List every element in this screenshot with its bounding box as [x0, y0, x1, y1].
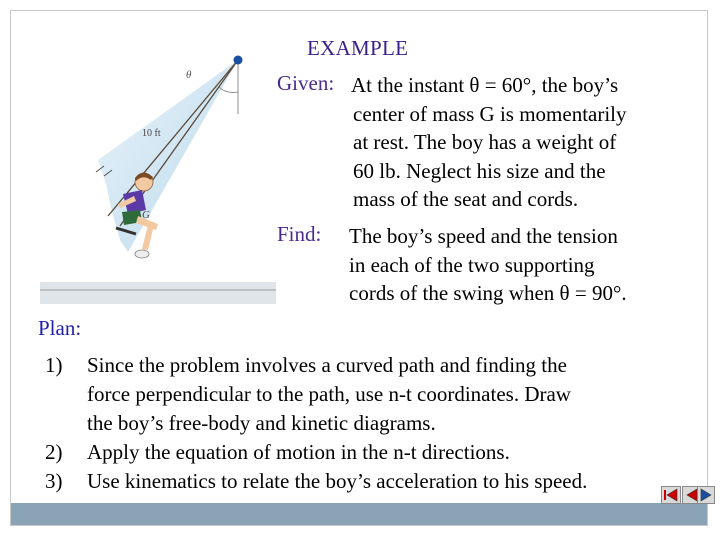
given-label: Given:	[277, 71, 335, 95]
length-label: 10 ft	[142, 128, 161, 139]
find-line: in each of the two supporting	[349, 252, 595, 277]
given-line: center of mass G is momentarily	[353, 101, 627, 126]
g-label: G	[142, 209, 150, 221]
boy-shoe	[135, 250, 149, 258]
given-line: At the instant θ = 60°, the boy’s	[351, 73, 619, 97]
plan-item	[45, 351, 685, 438]
plan-item-line: the boy’s free-body and kinetic diagrams.	[87, 411, 436, 435]
next-slide-icon	[698, 487, 714, 503]
plan-item-line: Use kinematics to relate the boy’s acceleration to his speed.	[87, 469, 588, 493]
given-line: mass of the seat and cords.	[353, 187, 579, 211]
slide-title: EXAMPLE	[307, 36, 409, 60]
plan-item-line: Apply the equation of motion in the n-t directions.	[87, 440, 510, 464]
plan-list	[45, 351, 685, 496]
swing-illustration	[38, 44, 278, 306]
plan-label: Plan:	[38, 316, 82, 340]
plan-item-line: Since the problem involves a curved path and finding the	[87, 353, 567, 377]
slide-footer-bar	[11, 503, 707, 525]
plan-item-number: 1)	[45, 353, 63, 377]
next-slide-button[interactable]	[697, 486, 715, 504]
pivot-point	[234, 56, 243, 65]
given-text	[353, 71, 683, 214]
plan-item	[45, 438, 685, 467]
find-text	[349, 222, 689, 308]
plan-item-number: 3)	[45, 469, 63, 493]
plan-item-number: 2)	[45, 440, 63, 464]
find-line: The boy’s speed and the tension	[349, 224, 618, 248]
ground-shade	[40, 282, 276, 304]
find-line: cords of the swing when θ = 90°.	[349, 281, 627, 305]
plan-item	[45, 467, 685, 496]
theta-label: θ	[186, 69, 192, 81]
first-slide-button[interactable]	[661, 486, 681, 504]
given-line: at rest. The boy has a weight of	[353, 130, 617, 154]
plan-item-line: force perpendicular to the path, use n-t coordinates. Draw	[87, 382, 571, 406]
first-slide-icon	[662, 487, 680, 503]
find-label: Find:	[277, 222, 322, 246]
given-line: 60 lb. Neglect his size and the	[353, 158, 606, 183]
